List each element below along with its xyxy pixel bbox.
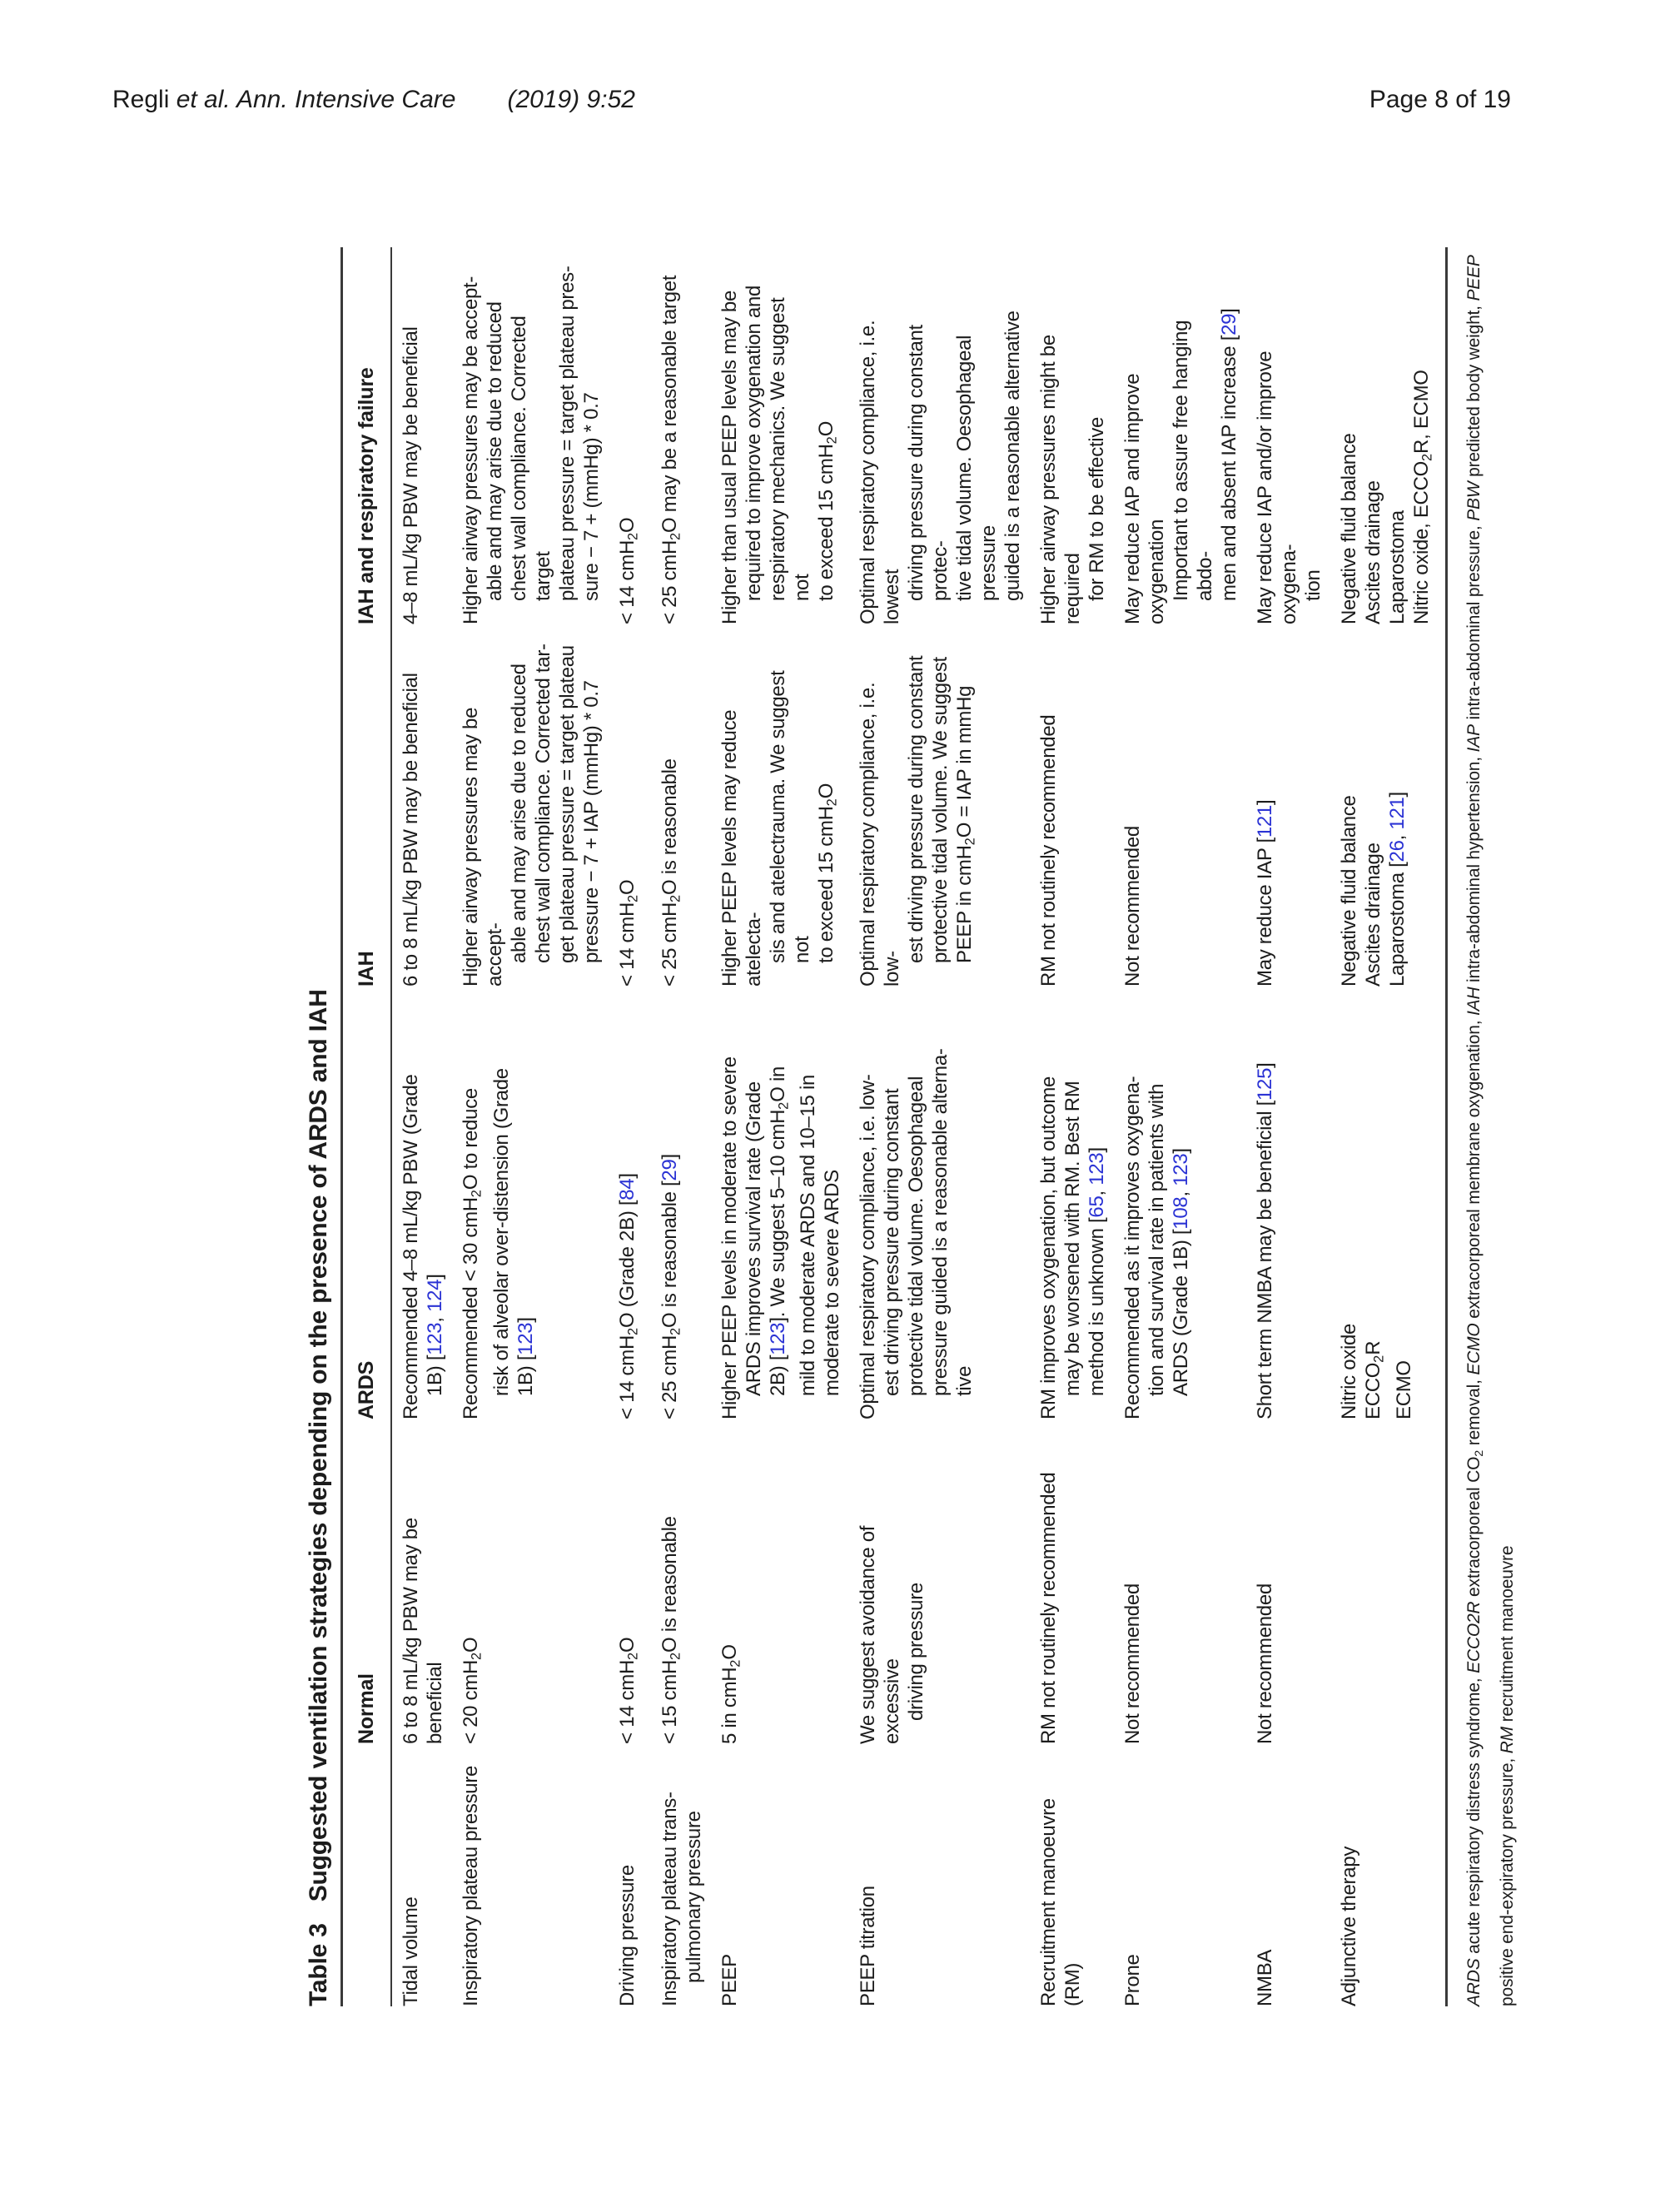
table-row [452,247,609,2006]
table-header-row [342,247,392,2006]
citation-link[interactable]: 123 [514,1322,537,1355]
running-head-authors: Regli [112,86,176,113]
cell-line: ARDS improves survival rate (Grade [742,1081,765,1396]
cell-line: est driving pressure during constant [881,1088,904,1396]
subscript-2: 2 [469,1190,485,1198]
citation-link[interactable]: 26 [1386,840,1409,862]
abbreviation: IAH [1464,987,1484,1016]
cell-ards: Short term NMBA may be beneficial [125] [1254,1062,1277,1419]
cell-line: est driving pressure during constant [905,655,928,963]
cell-line: 1B) [123, 124] [424,1274,446,1396]
subscript-2: 2 [1371,1355,1387,1363]
table-row [1030,247,1114,2006]
table-title [304,247,334,2006]
cell-normal: < 14 cmH$_2$O [616,1637,641,1744]
table-title-text: Suggested ventilation strategies depending on the presence of ARDS and IAH [305,989,332,1902]
subscript-2: 2 [469,1652,485,1661]
citation-link[interactable]: 124 [424,1279,446,1312]
cell-normal [1330,1419,1446,1744]
cell-line: Ascites drainage [1362,480,1385,624]
citation-link[interactable]: 29 [1218,313,1241,336]
cell-line: Nitric oxide, $ECCO_2R$, ECMO [1410,370,1435,624]
cell-line: May reduce IAP and/or improve oxygena- [1254,350,1301,624]
table-row [849,247,1030,2006]
cell-line: We suggest avoidance of excessive [857,1525,904,1744]
citation-link[interactable]: 121 [1254,804,1277,838]
subscript-2: 2 [668,1327,683,1336]
cell-line: protective tidal volume. Oesophageal [905,1076,928,1396]
cell-iah-respiratory-failure: < 14 cmH$_2$O [616,517,641,624]
cell-line: Inspiratory plateau trans- [658,1792,681,2006]
cell-line: protective tidal volume. We suggest [929,657,952,963]
column-header-iah-and-respiratory-failure: IAH and respiratory failure [342,247,392,624]
cell-line: Laparostoma [1386,510,1409,624]
cell-ards [1330,987,1446,1419]
cell-iah-respiratory-failure [452,247,609,624]
table-footnote [1460,247,1521,2006]
row-label [651,1744,711,2006]
cell-line: driving pressure during constant protec- [905,325,952,601]
cell-line: tion and survival rate in patients with [1146,1083,1169,1396]
running-head-journal: et al. Ann. Intensive Care [176,86,456,113]
cell-line: Negative fluid balance [1338,795,1361,987]
footnote-text: positive end-expiratory pressure, [1497,1753,1517,2006]
cell-normal [849,1419,1030,1744]
row-label: Driving pressure [616,1865,639,2006]
cell-line: May reduce IAP and improve oxygenation [1121,373,1169,624]
table-row [1114,247,1246,2006]
cell-line: RM improves oxygenation, but outcome [1037,1076,1061,1419]
cell-iah [452,624,609,987]
table-title-label: Table 3 [305,1923,332,2006]
citation-link[interactable]: 123 [424,1322,446,1355]
cell-line: Higher PEEP levels may reduce atelecta- [718,709,765,987]
abbreviation: IAP [1464,724,1484,753]
citation-link[interactable]: 84 [616,1178,639,1200]
footnote-text: acute respiratory distress syndrome, [1464,1673,1484,1959]
citation-link[interactable]: 123 [1086,1152,1109,1186]
abbreviation: PBW [1464,481,1484,521]
cell-line: to exceed 15 cmH$_2$O [814,783,840,963]
footnote-text: intra-abdominal hypertension, [1464,752,1484,987]
cell-line: get plateau pressure = target plateau [556,645,579,963]
citation-link[interactable]: 125 [1254,1067,1277,1101]
footnote-text: extracorporeal $CO_2$ removal, [1464,1374,1486,1602]
cell-line: Optimal respiratory compliance, i.e. low- [857,682,904,987]
citation-link[interactable]: 123 [1170,1153,1193,1186]
cell-normal: 6 to 8 mL/kg PBW may be beneficial [400,1518,446,1744]
cell-line: Recommended as it improves oxygena- [1121,1076,1145,1419]
cell-line: tive [953,1365,977,1396]
subscript-2: 2 [625,894,641,903]
cell-line: plateau pressure = target plateau pres- [556,266,579,601]
cell-normal: < 15 cmH$_2$O is reasonable [658,1516,683,1744]
cell-ards [391,987,452,1419]
table-row [711,247,850,2006]
cell-line: sis and atelectrauma. We suggest not [766,670,813,963]
cell-normal: RM not routinely recommended [1037,1472,1061,1744]
subscript-2: 2 [824,436,840,445]
cell-line: PEEP in cmH$_2$O = IAP in mmHg [953,685,978,963]
cell-line: driving pressure [905,1583,928,1721]
cell-line: respiratory mechanics. We suggest not [766,297,813,601]
row-label-header [342,1744,392,2006]
cell-line: Laparostoma [26, 121] [1386,792,1409,987]
row-label: NMBA [1254,1949,1277,2006]
row-label: Tidal volume [400,1896,422,2006]
cell-line: pressure guided is a reasonable alterna- [929,1048,952,1396]
cell-iah-respiratory-failure: 4–8 mL/kg PBW may be beneficial [400,326,422,624]
subscript-2: 2 [1472,1449,1486,1457]
footnote-text: recruitment manoeuvre [1497,1545,1517,1727]
subscript-2: 2 [668,1652,683,1661]
subscript-2: 2 [728,1659,743,1668]
cell-line: method is unknown [65, 123] [1086,1147,1109,1396]
cell-line: Recommended 4–8 mL/kg PBW (Grade [400,1074,422,1419]
subscript-2: 2 [776,1101,792,1110]
table-row [1246,247,1330,2006]
abbreviation: ECMO [1464,1323,1484,1375]
running-head [112,86,1511,114]
cell-ards: < 25 cmH$_2$O is reasonable [29] [658,1154,683,1419]
cell-line: 2B) [123]. We suggest 5–10 cmH$_2$O in [766,1066,792,1396]
cell-line: Recommended < 30 cmH$_2$O to reduce [460,1088,485,1419]
footnote-text: extracorporeal membrane oxygenation, [1464,1016,1484,1324]
table-row [391,247,452,2006]
cell-line: risk of alveolar over-distension (Grade [490,1068,513,1396]
ventilation-strategies-table [340,247,1448,2006]
cell-ards [1030,987,1114,1419]
row-label: PEEP titration [857,1886,880,2006]
abbreviation: RM [1497,1727,1517,1754]
row-label: PEEP [718,1954,741,2006]
abbreviation: ECCO2R [1464,1601,1484,1673]
cell-iah-respiratory-failure [1246,247,1330,624]
cell-line: Higher airway pressures may be accept- [460,276,482,624]
cell-iah: < 25 cmH$_2$O is reasonable [658,758,683,987]
cell-ards [452,987,609,1419]
cell-iah: < 14 cmH$_2$O [616,879,641,987]
cell-iah: RM not routinely recommended [1037,714,1061,987]
citation-link[interactable]: 123 [766,1322,789,1355]
cell-iah-respiratory-failure [711,247,850,624]
subscript-2: 2 [1419,453,1435,462]
subscript-2: 2 [668,532,683,541]
cell-line: sure − 7 + (mmHg) * 0.7 [580,392,603,601]
cell-iah [849,624,1030,987]
cell-line: moderate to severe ARDS [821,1170,844,1396]
footnote-text: predicted body weight, [1464,301,1484,482]
cell-line: for RM to be effective [1086,416,1109,601]
column-header-normal: Normal [342,1419,392,1744]
row-label: Adjunctive therapy [1338,1846,1361,2006]
cell-line: Optimal respiratory compliance, i.e. lowest [857,320,904,624]
cell-line: Optimal respiratory compliance, i.e. low- [857,1074,880,1419]
cell-normal: 5 in cmH$_2$O [718,1644,743,1744]
cell-line: Nitric oxide [1338,1323,1361,1419]
table-row [1330,247,1446,2006]
page-number: Page 8 of 19 [1369,86,1511,113]
rotated-table-block [304,247,1517,2006]
cell-line: required to improve oxygenation and [742,285,765,601]
cell-iah-respiratory-failure [1114,247,1246,624]
row-label: Prone [1121,1954,1145,2006]
cell-line: Negative fluid balance [1338,433,1361,624]
subscript-2: 2 [625,1652,641,1661]
cell-line: able and may arise due to reduced [508,664,530,963]
cell-normal: Not recommended [1121,1583,1145,1744]
cell-iah: May reduce IAP [121] [1254,799,1277,987]
cell-line: Ascites drainage [1362,843,1385,987]
subscript-2: 2 [824,798,840,807]
cell-iah-respiratory-failure [1030,247,1114,624]
cell-iah-respiratory-failure: < 25 cmH$_2$O may be a reasonable target [658,275,683,624]
running-head-issue: (2019) 9:52 [507,86,635,113]
cell-iah: Not recommended [1121,826,1145,987]
cell-iah [1330,624,1446,987]
cell-line: ECMO [1392,1360,1415,1419]
cell-iah: 6 to 8 mL/kg PBW may be beneficial [400,673,422,987]
cell-line: Higher PEEP levels in moderate to severe [718,1056,741,1419]
citation-link[interactable]: 121 [1386,797,1409,830]
cell-ards [711,987,850,1419]
cell-line: chest wall compliance. Corrected target [508,316,554,601]
row-label: Inspiratory plateau pressure [460,1765,482,2006]
citation-link[interactable]: 108 [1170,1196,1193,1230]
column-header-ards: ARDS [342,987,392,1419]
subscript-2: 2 [625,532,641,541]
subscript-2: 2 [962,838,978,846]
cell-line: men and absent IAP increase [29] [1218,308,1241,601]
cell-line: ARDS (Grade 1B) [108, 123] [1170,1148,1193,1396]
cell-line: mild to moderate ARDS and 10–15 in [797,1074,820,1396]
cell-normal: < 20 cmH$_2$O [460,1637,485,1744]
subscript-2: 2 [625,1327,641,1336]
cell-line: Higher airway pressures might be required [1037,335,1085,624]
citation-link[interactable]: 29 [658,1159,681,1181]
cell-line: tive tidal volume. Oesophageal pressure [953,335,1001,601]
footnote-text: intra-abdominal pressure, [1464,520,1484,725]
cell-line: tion [1302,569,1325,601]
column-header-iah: IAH [342,624,392,987]
abbreviation: PEEP [1464,255,1484,301]
subscript-2: 2 [668,894,683,903]
cell-ards [849,987,1030,1419]
cell-ards: < 14 cmH$_2$O (Grade 2B) [84] [616,1173,641,1419]
cell-line: guided is a reasonable alternative [1001,311,1025,601]
cell-line: to exceed 15 cmH$_2$O [814,420,840,601]
cell-line: 1B) [123] [514,1317,537,1396]
table-row [609,247,651,2006]
cell-line: may be worsened with RM. Best RM [1061,1081,1085,1396]
abbreviation: ARDS [1464,1958,1484,2006]
cell-line: able and may arise due to reduced [484,301,506,601]
cell-iah [711,624,850,987]
cell-line: Higher than usual PEEP levels may be [718,291,741,624]
cell-line: Higher airway pressures may be accept- [460,707,506,987]
cell-line: Important to assure free hanging abdo- [1170,320,1217,601]
row-label: Recruitment manoeuvre (RM) [1037,1798,1085,2006]
rotated-table-content [304,247,1517,2006]
cell-line: pressure − 7 + IAP (mmHg) * 0.7 [580,680,603,963]
cell-line: pulmonary pressure [682,1811,705,1983]
cell-ards [1114,987,1246,1419]
citation-link[interactable]: 65 [1086,1195,1109,1218]
table-row [651,247,711,2006]
cell-iah-respiratory-failure [849,247,1030,624]
cell-line: $ECCO_2R$ [1362,1340,1387,1419]
cell-iah-respiratory-failure [1330,247,1446,624]
cell-normal: Not recommended [1254,1583,1277,1744]
cell-line: chest wall compliance. Corrected tar- [532,644,554,963]
